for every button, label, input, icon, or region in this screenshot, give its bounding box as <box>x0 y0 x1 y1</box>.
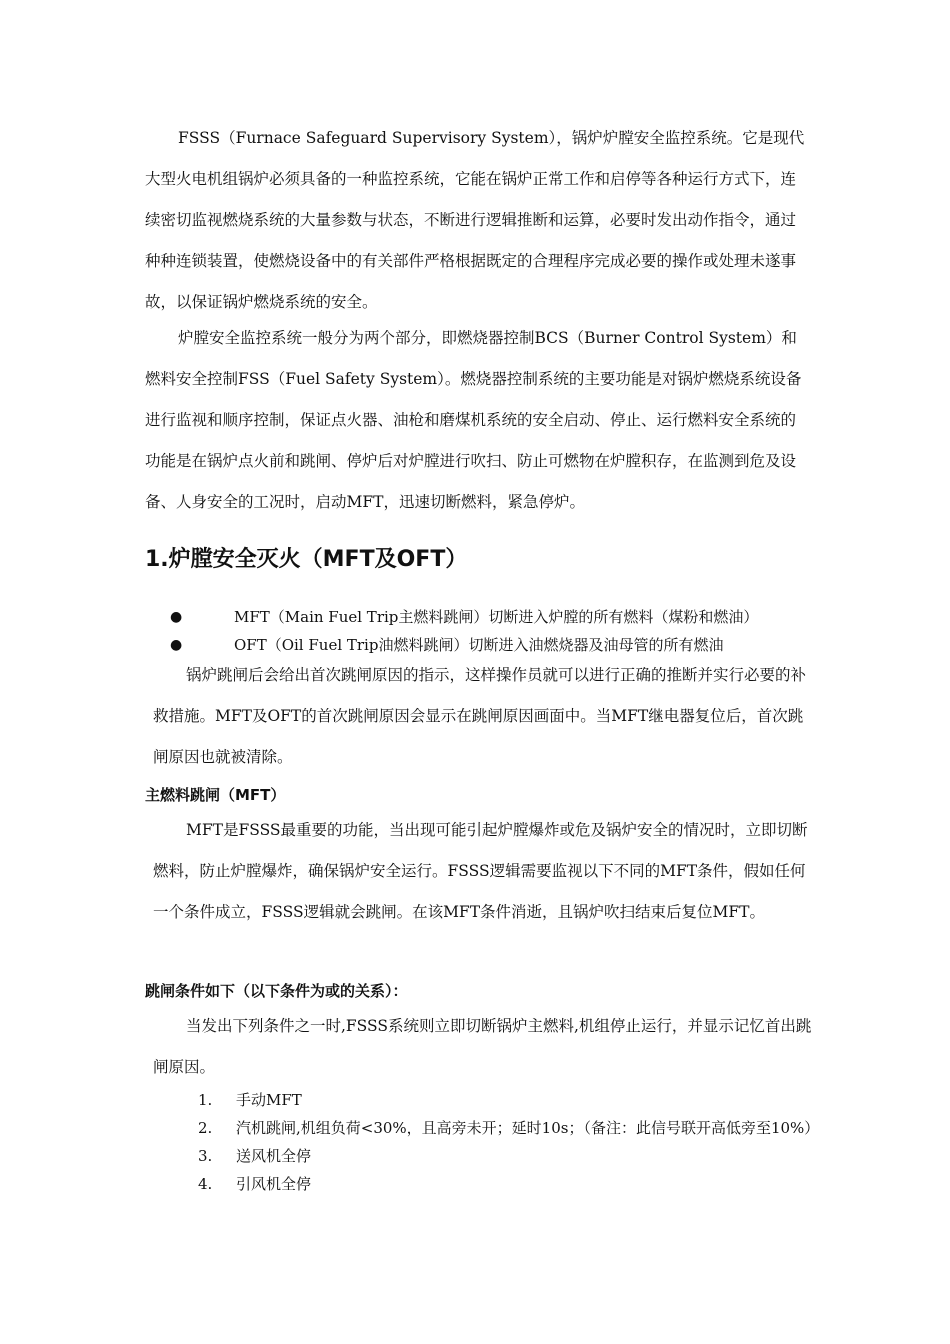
trip-conditions-paragraph: 当发出下列条件之一时,FSSS系统则立即切断锅炉主燃料,机组停止运行，并显示记忆首出跳闸原因。 <box>153 1017 812 1076</box>
bullet-list <box>170 603 830 659</box>
mft-heading: 主燃料跳闸（MFT） <box>145 786 286 804</box>
section-heading-mft-oft: 1.炉膛安全灭火（MFT及OFT） <box>145 547 468 572</box>
list-text: 送风机全停 <box>236 1147 312 1165</box>
list-item <box>198 1142 813 1170</box>
list-item <box>198 1086 813 1114</box>
list-item <box>198 1170 813 1198</box>
list-number: 2. <box>198 1119 213 1137</box>
bullet-icon: ● <box>170 609 183 625</box>
list-number: 1. <box>198 1091 213 1109</box>
trip-reason-paragraph: 锅炉跳闸后会给出首次跳闸原因的指示，这样操作员就可以进行正确的推断并实行必要的补救措施。MFT及OFT的首次跳闸原因会显示在跳闸原因画面中。当MFT继电器复位后，首次跳闸原因也就被清除。 <box>153 666 807 766</box>
bullet-text-mft: MFT（Main Fuel Trip主燃料跳闸）切断进入炉膛的所有燃料（煤粉和燃油） <box>234 608 759 626</box>
mft-paragraph: MFT是FSSS最重要的功能，当出现可能引起炉膛爆炸或危及锅炉安全的情况时，立即切断燃料，防止炉膛爆炸，确保锅炉安全运行。FSSS逻辑需要监视以下不同的MFT条件，假如任何一个条件成立，FSSS逻辑就会跳闸。在该MFT条件消逝，且锅炉吹扫结束后复位MFT。 <box>153 821 808 921</box>
trip-conditions-list <box>198 1086 820 1198</box>
list-text: 汽机跳闸,机组负荷<30%，且高旁未开；延时10s；（备注：此信号联开高低旁至10%） <box>236 1119 820 1137</box>
list-item <box>170 603 830 631</box>
list-text: 手动MFT <box>236 1091 302 1109</box>
list-number: 4. <box>198 1175 213 1193</box>
list-text: 引风机全停 <box>236 1175 312 1193</box>
list-item <box>198 1114 820 1142</box>
list-number: 3. <box>198 1147 213 1165</box>
intro-paragraph-bcs-fss: 炉膛安全监控系统一般分为两个部分，即燃烧器控制BCS（Burner Control System）和燃料安全控制FSS（Fuel Safety System）。燃烧器控制系统的主要功能是对锅炉燃烧系统设备进行监视和顺序控制，保证点火器、油枪和磨煤机系统的安全启动、停止、运行燃料安全系统的功能是在锅炉点火前和跳闸、停炉后对炉膛进行吹扫、防止可燃物在炉膛积存，在监测到危及设备、人身安全的工况时，启动MFT，迅速切断燃料，紧急停炉。 <box>145 329 802 511</box>
bullet-icon: ● <box>170 637 183 653</box>
bullet-text-oft: OFT（Oil Fuel Trip油燃料跳闸）切断进入油燃烧器及油母管的所有燃油 <box>234 636 724 654</box>
intro-paragraph-fsss: FSSS（Furnace Safeguard Supervisory System），锅炉炉膛安全监控系统。它是现代大型火电机组锅炉必须具备的一种监控系统，它能在锅炉正常工作和启停等各种运行方式下，连续密切监视燃烧系统的大量参数与状态，不断进行逻辑推断和运算，必要时发出动作指令，通过种种连锁装置，使燃烧设备中的有关部件严格根据既定的合理程序完成必要的操作或处理未遂事故，以保证锅炉燃烧系统的安全。 <box>145 129 805 311</box>
trip-conditions-heading: 跳闸条件如下（以下条件为或的关系）： <box>145 982 408 1000</box>
